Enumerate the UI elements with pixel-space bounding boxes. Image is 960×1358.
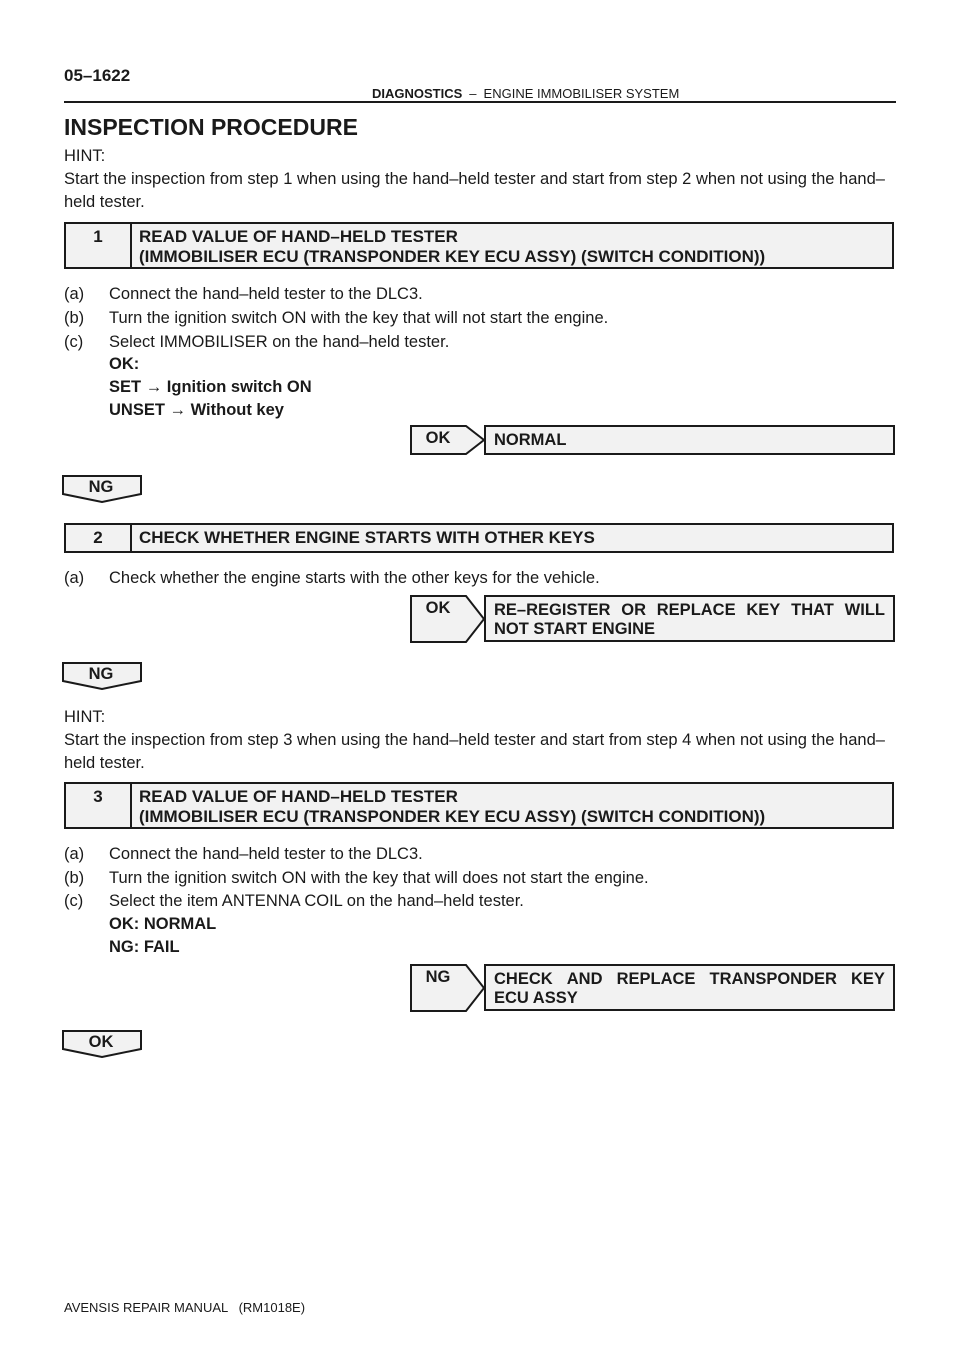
item-text: Connect the hand–held tester to the DLC3. <box>109 845 423 863</box>
result-text: NORMAL <box>494 431 567 449</box>
hint-label: HINT: <box>64 147 106 165</box>
ok-criteria-label: OK: <box>109 355 140 373</box>
hint-2 <box>64 706 896 775</box>
item-tag: (a) <box>64 569 85 587</box>
section-name: DIAGNOSTICS <box>372 86 463 101</box>
branch-tab-label: OK <box>88 1033 114 1051</box>
result-word: TRANSPONDER <box>709 970 837 988</box>
step-3-item-b <box>64 869 649 888</box>
result-label: OK <box>425 429 451 447</box>
step-1-item-a <box>64 285 423 304</box>
step-title-line-2: (IMMOBILISER ECU (TRANSPONDER KEY ECU ASSY) (SWITCH CONDITION)) <box>139 247 766 266</box>
section-separator: – <box>469 86 477 101</box>
result-text-line-1 <box>494 601 885 620</box>
result-box-replace-ecu <box>484 964 895 1011</box>
result-word: CHECK <box>494 970 553 988</box>
step-3-header <box>64 782 894 829</box>
result-word: KEY <box>746 601 781 619</box>
result-word: THAT <box>791 601 834 619</box>
result-word: REPLACE <box>656 601 736 619</box>
item-text: Turn the ignition switch ON with the key that will not start the engine. <box>109 309 609 327</box>
page-title: INSPECTION PROCEDURE <box>64 114 358 140</box>
hint-text: Start the inspection from step 3 when using the hand–held tester and start from step 4 when not using the hand–held tester. <box>64 731 885 772</box>
criteria-condition: Without key <box>190 401 284 419</box>
hint-text: Start the inspection from step 1 when using the hand–held tester and start from step 2 when not using the hand–held tester. <box>64 170 885 211</box>
step-1-header <box>64 222 894 269</box>
step-title <box>132 784 765 827</box>
item-tag: (a) <box>64 845 85 863</box>
step-number: 1 <box>66 224 132 267</box>
result-word: AND <box>566 970 603 988</box>
criteria-condition: Ignition switch ON <box>166 378 312 396</box>
item-tag: (c) <box>64 333 84 351</box>
item-text: Check whether the engine starts with the other keys for the vehicle. <box>109 569 600 587</box>
step-2-header <box>64 523 894 553</box>
result-word: KEY <box>851 970 885 988</box>
result-arrow-ok <box>410 425 486 455</box>
step-3-item-a <box>64 845 423 864</box>
step-title-line-1: READ VALUE OF HAND–HELD TESTER <box>139 787 458 806</box>
result-arrow-ok <box>410 595 486 642</box>
step-title-line-1: READ VALUE OF HAND–HELD TESTER <box>139 227 458 246</box>
result-text-line-1 <box>494 970 885 989</box>
result-label: OK <box>425 599 451 617</box>
item-tag: (c) <box>64 892 84 910</box>
step-title <box>132 224 765 267</box>
step-2-item-a <box>64 569 600 588</box>
subsection-name: ENGINE IMMOBILISER SYSTEM <box>483 86 680 101</box>
result-box-normal <box>484 425 895 455</box>
result-box-reregister <box>484 595 895 642</box>
item-text: Select IMMOBILISER on the hand–held tester. <box>109 333 450 351</box>
item-tag: (b) <box>64 309 85 327</box>
item-text: Turn the ignition switch ON with the key that will does not start the engine. <box>109 869 649 887</box>
step-number: 3 <box>66 784 132 827</box>
step-1-item-c <box>64 333 449 352</box>
branch-tab-ok <box>62 1030 144 1058</box>
right-arrow-icon: → <box>169 401 187 419</box>
branch-tab-label: NG <box>88 478 114 496</box>
header-section-title <box>372 86 679 101</box>
item-text: Select the item ANTENNA COIL on the hand–held tester. <box>109 892 524 910</box>
branch-tab-label: NG <box>88 665 114 683</box>
result-arrow-ng <box>410 964 486 1011</box>
header-rule <box>64 101 896 103</box>
item-tag: (a) <box>64 285 85 303</box>
page-number: 05–1622 <box>64 66 131 85</box>
criteria-value: SET <box>109 378 142 396</box>
criteria-unset <box>109 401 284 420</box>
branch-tab-ng <box>62 475 144 503</box>
item-text: Connect the hand–held tester to the DLC3. <box>109 285 423 303</box>
hint-1 <box>64 145 896 214</box>
result-word: REPLACE <box>616 970 696 988</box>
step-3-item-c <box>64 892 524 911</box>
result-word: WILL <box>844 601 885 619</box>
right-arrow-icon: → <box>145 378 163 396</box>
result-word: RE–REGISTER <box>494 601 611 619</box>
result-text-line-2: NOT START ENGINE <box>494 620 656 638</box>
footer-manual-title: AVENSIS REPAIR MANUAL (RM1018E) <box>64 1300 306 1315</box>
step-1-item-b <box>64 309 608 328</box>
criteria-set <box>109 378 312 397</box>
result-text-line-2: ECU ASSY <box>494 989 578 1007</box>
step-number: 2 <box>66 525 132 551</box>
branch-tab-ng <box>62 662 144 690</box>
item-tag: (b) <box>64 869 85 887</box>
step-title: CHECK WHETHER ENGINE STARTS WITH OTHER KEYS <box>139 528 595 547</box>
step-title-line-2: (IMMOBILISER ECU (TRANSPONDER KEY ECU ASSY) (SWITCH CONDITION)) <box>139 807 766 826</box>
criteria-value: UNSET <box>109 401 165 419</box>
criteria-ng: NG: FAIL <box>109 938 180 956</box>
result-label: NG <box>425 968 451 986</box>
criteria-ok: OK: NORMAL <box>109 915 217 933</box>
hint-label: HINT: <box>64 708 106 726</box>
result-word: OR <box>621 601 646 619</box>
